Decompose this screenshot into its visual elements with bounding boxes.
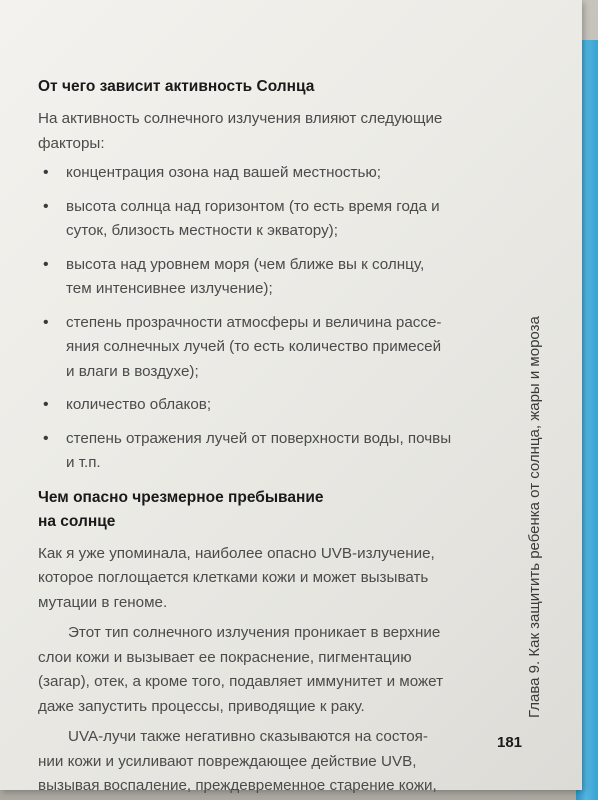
body-paragraph — [38, 725, 496, 799]
text-line: яния солнечных лучей (то есть количество примесей — [66, 338, 442, 355]
text-line: высота над уровнем моря (чем ближе вы к солнцу, — [66, 255, 425, 273]
body-paragraph — [38, 621, 496, 719]
text-line: мутации в геноме. — [38, 593, 168, 611]
list-item — [38, 253, 496, 302]
text-line: концентрация озона над вашей местностью; — [66, 164, 381, 181]
text-line: нии кожи и усиливают повреждающее действие UVB, — [38, 752, 417, 770]
text-line: и т.п. — [66, 454, 101, 471]
intro-paragraph — [38, 107, 496, 156]
heading-line: Чем опасно чрезмерное пребывание — [38, 488, 324, 506]
page-text — [38, 75, 496, 799]
text-line: высота солнца над горизонтом (то есть время года и — [66, 197, 440, 215]
text-line: количество облаков; — [66, 396, 212, 413]
page-number: 181 — [497, 734, 523, 751]
text-line: Этот тип солнечного излучения проникает в верхние — [68, 624, 441, 641]
text-line: На активность солнечного излучения влияют следующие — [38, 110, 443, 127]
factors-list — [38, 161, 496, 476]
chapter-running-head: Глава 9. Как защитить ребенка от солнца, жары и мороза — [526, 316, 543, 718]
text-line: тем интенсивнее излучение); — [66, 280, 273, 297]
body-paragraph — [38, 542, 496, 616]
bullet-icon: • — [43, 429, 49, 447]
list-item — [38, 195, 496, 244]
bullet-icon: • — [43, 396, 49, 413]
bullet-icon: • — [43, 255, 49, 273]
list-item — [38, 427, 496, 476]
list-item — [38, 161, 496, 186]
text-line: (загар), отек, а кроме того, подавляет иммунитет и может — [38, 673, 444, 690]
text-line: суток, близость местности к экватору); — [66, 222, 338, 239]
bullet-icon: • — [43, 197, 49, 215]
text-line: UVA-лучи также негативно сказываются на состоя- — [68, 728, 428, 745]
text-line: и влаги в воздухе); — [66, 362, 199, 380]
section-heading-sun-activity: От чего зависит активность Солнца — [38, 78, 315, 95]
text-line: слои кожи и вызывает ее покраснение, пигментацию — [38, 648, 412, 666]
text-line: степень отражения лучей от поверхности воды, почвы — [66, 429, 452, 447]
list-item — [38, 311, 496, 385]
section-heading-sun-danger — [38, 486, 496, 534]
text-line: степень прозрачности атмосферы и величина рассе- — [66, 313, 442, 331]
list-item — [38, 393, 496, 418]
text-line: даже запустить процессы, приводящие к раку. — [38, 697, 365, 715]
bullet-icon: • — [43, 313, 49, 331]
text-line: вызывая воспаление, преждевременное старение кожи, — [38, 777, 437, 794]
heading-line: на солнце — [38, 512, 116, 530]
bullet-icon: • — [43, 164, 49, 181]
text-line: которое поглощается клетками кожи и может вызывать — [38, 569, 429, 586]
text-line: факторы: — [38, 134, 105, 152]
text-line: Как я уже упоминала, наиболее опасно UVB-излучение, — [38, 544, 435, 562]
